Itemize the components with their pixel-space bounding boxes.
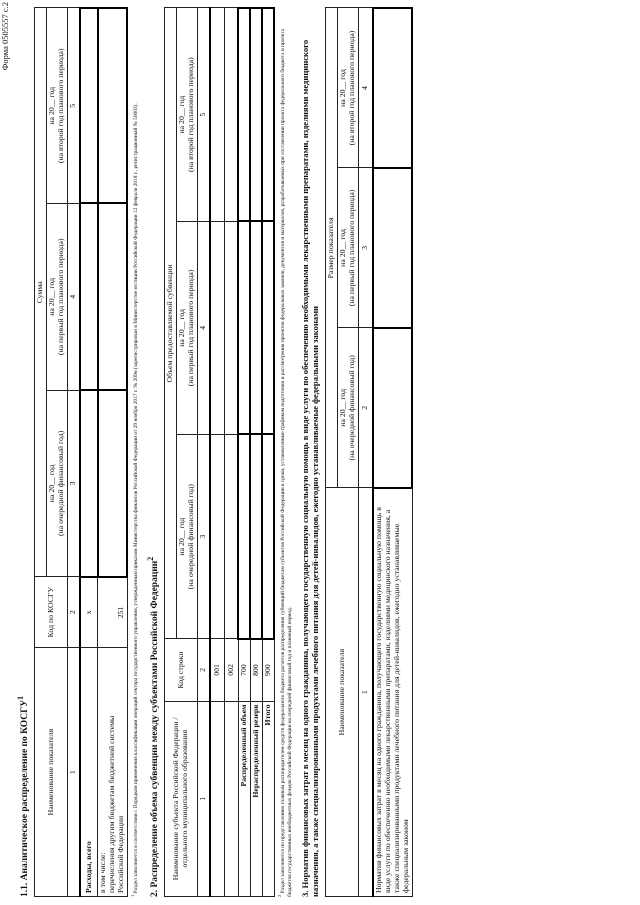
- s3-header-name: Наименование показателя: [326, 488, 359, 897]
- row-transfer-label: [98, 648, 128, 897]
- row-total-year-2[interactable]: [80, 204, 98, 391]
- s3-row-year-3[interactable]: [373, 8, 412, 168]
- header-year-3: [47, 8, 68, 204]
- s2-reserve-year-1[interactable]: [250, 435, 262, 639]
- s2-col-num-1: 1: [197, 701, 210, 896]
- s2-col-num-3: 3: [197, 435, 210, 639]
- s2-header-year-1-note: (на очередной финансовый год): [185, 484, 195, 590]
- row-transfer-text-b: Российской Федерации: [115, 815, 125, 893]
- s2-distributed-year-2[interactable]: [238, 221, 250, 434]
- s3-col-num-1: 1: [359, 488, 374, 897]
- section-1-1-footnote: [130, 7, 140, 897]
- s2-reserve-year-3[interactable]: [250, 8, 262, 221]
- s2-col-num-5: 5: [197, 8, 210, 221]
- row-total-year-1[interactable]: [80, 390, 98, 577]
- s2-row-2-year-2[interactable]: [224, 221, 238, 434]
- s2-header-code: Код строки: [165, 639, 198, 701]
- s2-reserve-code: 800: [250, 639, 262, 701]
- s2-distributed-year-3[interactable]: [238, 8, 250, 221]
- s2-header-year-2: [177, 221, 198, 434]
- section-2-title-text: 2. Распределение объема субвенции между субъектами Российской Федерации: [150, 560, 161, 897]
- s2-header-year-3: [177, 8, 198, 221]
- form-code: Форма 0505557 с.2: [0, 2, 10, 71]
- s2-row-1-name[interactable]: [210, 701, 225, 896]
- header-year-1-note: (на очередной финансовый год): [56, 430, 66, 537]
- s3-header-size: Размер показателя: [326, 8, 338, 488]
- s2-reserve-label: Нераспределенный резерв: [250, 701, 262, 896]
- section-1-1-footnote-mark: 1: [16, 695, 25, 700]
- s2-row-2-name[interactable]: [224, 701, 238, 896]
- s3-col-num-2: 2: [359, 328, 374, 488]
- s3-row-label: Норматив финансовых затрат в месяц на одного гражданина, получающего государственную социальную помощь в виде услуги по обеспечению необходимыми лекарственными препаратами, изделиями медицинского назначения, а также специализированными продуктами лечебного питания для детей-инвалидов, ежегодно устанавливаемые федеральным законом: [373, 488, 412, 897]
- header-year-1: [47, 390, 68, 577]
- s3-header-year-2: [338, 168, 359, 328]
- s2-total-year-1[interactable]: [262, 435, 274, 639]
- row-total-code: х: [80, 577, 98, 648]
- row-total-text: Расходы, всего: [83, 841, 93, 893]
- col-num-2: 2: [68, 577, 81, 648]
- s2-row-1-year-2[interactable]: [210, 221, 225, 434]
- header-year-1-label: на 20__ год: [47, 464, 57, 503]
- s3-col-num-3: 3: [359, 168, 374, 328]
- section-1-1-title-text: 1.1. Аналитическое распределение по КОСГУ: [20, 699, 31, 897]
- row-total-year-3[interactable]: [80, 8, 98, 204]
- s2-total-year-3[interactable]: [262, 8, 274, 221]
- row-total-label: [80, 648, 98, 897]
- s2-header-year-1-label: на 20__ год: [177, 517, 187, 556]
- s2-header-year-3-label: на 20__ год: [177, 95, 187, 134]
- s2-row-2-year-1[interactable]: [224, 435, 238, 639]
- s2-distributed-label: Распределенный объем: [238, 701, 250, 896]
- s2-col-num-2: 2: [197, 639, 210, 701]
- s3-header-year-2-note: (на первый год планового периода): [347, 189, 357, 307]
- s2-header-year-3-note: (на второй год планового периода): [185, 57, 195, 173]
- s2-row-1-year-1[interactable]: [210, 435, 225, 639]
- s2-reserve-year-2[interactable]: [250, 221, 262, 434]
- s2-header-year-2-label: на 20__ год: [177, 309, 187, 347]
- row-transfer-code: 251: [98, 577, 128, 648]
- s2-total-year-2[interactable]: [262, 221, 274, 434]
- s3-header-year-1-label: на 20__ год: [338, 388, 348, 427]
- s3-header-year-1-note: (на очередной финансовый год): [347, 355, 357, 461]
- subvention-table: [164, 7, 275, 897]
- section-1-1-title: [16, 7, 30, 897]
- s3-col-num-4: 4: [359, 8, 374, 168]
- norm-table: [325, 7, 413, 897]
- col-num-4: 4: [68, 204, 81, 391]
- footnote-1-mark: 1: [130, 894, 136, 897]
- s3-header-year-3-label: на 20__ год: [338, 69, 348, 107]
- s2-header-year-2-note: (на первый год планового периода): [185, 269, 195, 387]
- s2-distributed-code: 700: [238, 639, 250, 701]
- footnote-2-text: Раздел заполняется по представлению главным распорядителем средств федерального бюджета расчетов распределения субвенций бюджетам субъектов Российской Федерации в сроки, установленные графиком подготовки и рассмотрения проектов федеральных законов, документов и материалов, разрабатываемых при составлении проекта федерального бюджета и проекта бюджетов государственных внебюджетных фондов Российской Федерации на очередной финансовый год и плановый период.: [280, 28, 293, 897]
- s3-row-year-2[interactable]: [373, 168, 412, 328]
- row-transfer-text-a: перечисления другим бюджетам бюджетной системы: [106, 715, 116, 893]
- section-2-title: [146, 7, 160, 897]
- s2-row-2-year-3[interactable]: [224, 8, 238, 221]
- s2-row-1-code: 001: [210, 639, 225, 701]
- s3-row-year-1[interactable]: [373, 328, 412, 488]
- s3-header-year-3: [338, 8, 359, 168]
- section-3-title: [300, 7, 321, 897]
- footnote-2-mark: 2: [277, 894, 283, 897]
- section-3-title-a: 3. Норматив финансовых затрат в месяц на одного гражданина, получающего государственную социальную помощь в виде услуги по обеспечению необходимыми лекарственными препаратами,: [299, 140, 310, 897]
- s2-row-1-year-3[interactable]: [210, 8, 225, 221]
- s3-header-year-2-label: на 20__ год: [338, 229, 348, 267]
- col-num-1: 1: [68, 648, 81, 897]
- header-sum: Сумма: [35, 8, 47, 577]
- col-num-3: 3: [68, 390, 81, 577]
- s2-header-year-1: [177, 435, 198, 639]
- s2-total-code: 900: [262, 639, 274, 701]
- section-2-footnote-mark: 2: [145, 556, 155, 561]
- header-name: Наименование показателя: [35, 648, 68, 897]
- s2-total-label: Итого: [262, 701, 274, 896]
- section-2-footnote: [277, 7, 293, 897]
- s2-header-volume: Объем предоставляемой субвенции: [165, 8, 177, 639]
- row-incl-text: в том числе:: [98, 852, 108, 893]
- row-transfer-year-1[interactable]: [98, 390, 128, 577]
- page-content: [6, 7, 413, 897]
- s2-header-name-a: Наименование субъекта Российской Федерации /: [171, 717, 181, 881]
- col-num-5: 5: [68, 8, 81, 204]
- s3-header-year-1: [338, 328, 359, 488]
- row-transfer-year-3[interactable]: [98, 8, 128, 204]
- footnote-1-text: Раздел заполняется в соответствии с Порядком применения классификации операций сектора государственного управления, утвержденным приказом Министерства финансов Российской Федерации от 29 ноября 2017 г. № 209н (зарегистрирован в Министерстве юстиции Российской Федерации 12 февраля 2018 г., регистрационный № 50003).: [133, 103, 140, 894]
- s2-col-num-4: 4: [197, 221, 210, 434]
- s3-header-year-3-note: (на второй год планового периода): [347, 30, 357, 146]
- kosgu-table: [34, 7, 128, 897]
- s2-header-name: [165, 701, 198, 896]
- section-3-title-b: изделиями медицинского назначения, а также специализированными продуктами лечебного питания для детей-инвалидов, ежегодно устанавливаемые федеральными законами: [299, 39, 320, 897]
- header-year-2: [47, 204, 68, 391]
- row-transfer-year-2[interactable]: [98, 204, 128, 391]
- header-year-3-label: на 20__ год: [47, 86, 57, 125]
- header-kosgu-code: Код по КОСГУ: [35, 577, 68, 648]
- header-year-3-note: (на второй год планового периода): [56, 48, 66, 164]
- header-year-2-label: на 20__ год: [47, 277, 57, 316]
- s2-row-2-code: 002: [224, 639, 238, 701]
- s2-header-name-b: отдельного муниципального образования: [180, 729, 189, 868]
- header-year-2-note: (на первый год планового периода): [56, 238, 66, 356]
- s2-distributed-year-1[interactable]: [238, 435, 250, 639]
